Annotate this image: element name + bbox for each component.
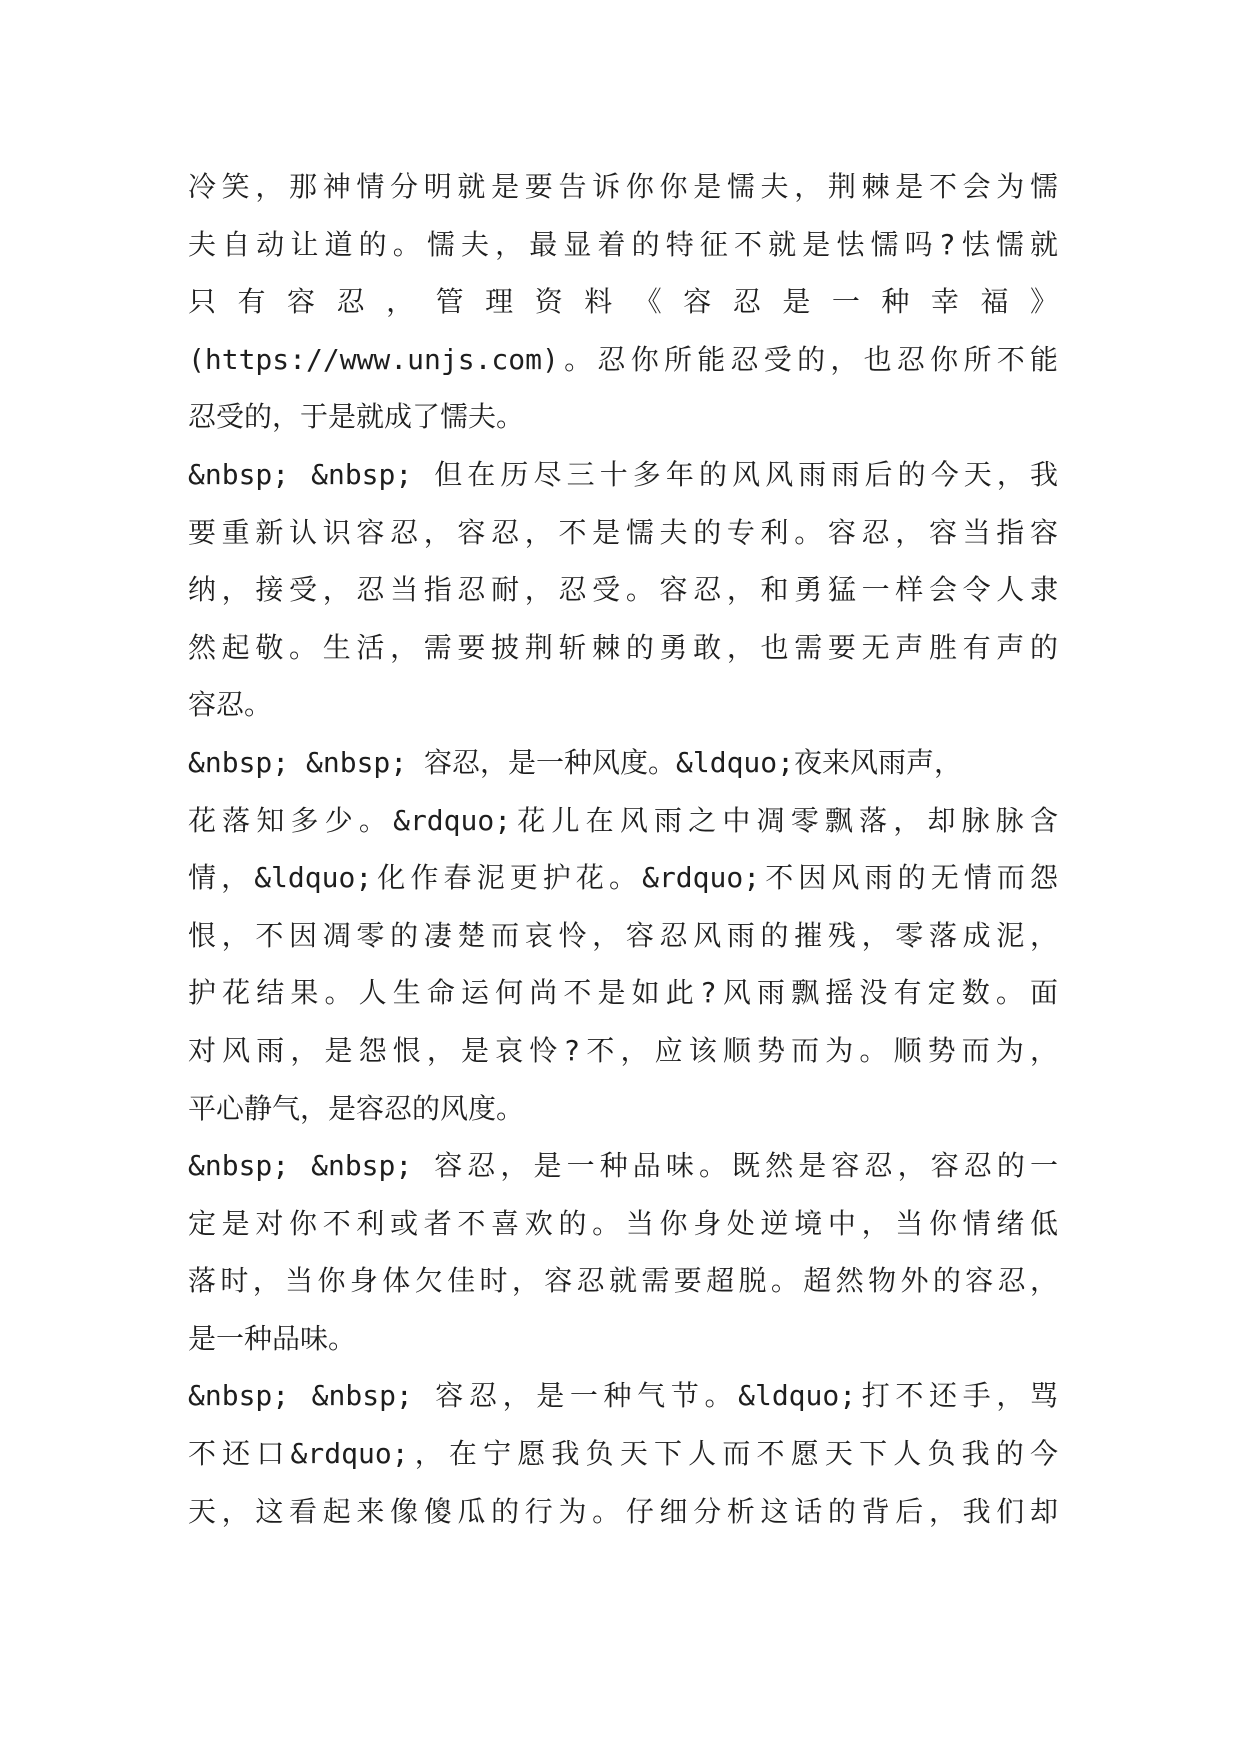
text-line: 情，&ldquo;化作春泥更护花。&rdquo;不因风雨的无情而怨 — [188, 861, 1058, 895]
text-line: 花落知多少。&rdquo;花儿在风雨之中凋零飘落，却脉脉含 — [188, 803, 1058, 837]
text-line: 落时，当你身体欠佳时，容忍就需要超脱。超然物外的容忍， — [188, 1264, 1058, 1298]
text-line: 然起敬。生活，需要披荆斩棘的勇敢，也需要无声胜有声的 — [188, 630, 1058, 664]
text-line: 纳，接受，忍当指忍耐，忍受。容忍，和勇猛一样会令人隶 — [188, 573, 1058, 607]
text-line: 不还口&rdquo;，在宁愿我负天下人而不愿天下人负我的今 — [188, 1437, 1058, 1471]
text-line: 只 有 容 忍 ， 管 理 资 料 《 容 忍 是 一 种 幸 福 》 — [188, 285, 1058, 319]
text-line: &nbsp; &nbsp; 但在历尽三十多年的风风雨雨后的今天，我 — [188, 457, 1058, 491]
text-line: 恨，不因凋零的凄楚而哀怜，容忍风雨的摧残，零落成泥， — [188, 918, 1058, 952]
text-line: &nbsp; &nbsp; 容忍，是一种风度。&ldquo;夜来风雨声， — [188, 745, 963, 779]
text-line: (https://www.unjs.com)。忍你所能忍受的，也忍你所不能 — [188, 342, 1058, 376]
text-line: 护花结果。人生命运何尚不是如此?风雨飘摇没有定数。面 — [188, 976, 1058, 1010]
body-text — [188, 158, 1058, 1540]
text-line: 冷笑，那神情分明就是要告诉你你是懦夫，荆棘是不会为懦 — [188, 170, 1058, 203]
text-line: 容忍。 — [188, 688, 273, 722]
text-line: 天，这看起来像傻瓜的行为。仔细分析这话的背后，我们却 — [188, 1494, 1058, 1528]
text-line: 要重新认识容忍，容忍，不是懦夫的专利。容忍，容当指容 — [188, 515, 1058, 549]
text-line: 定是对你不利或者不喜欢的。当你身处逆境中，当你情绪低 — [188, 1206, 1058, 1240]
text-line: 对风雨，是怨恨，是哀怜?不，应该顺势而为。顺势而为， — [188, 1033, 1058, 1067]
text-line: 夫自动让道的。懦夫，最显着的特征不就是怯懦吗?怯懦就 — [188, 227, 1058, 261]
text-line: 是一种品味。 — [188, 1321, 357, 1355]
text-line: 平心静气，是容忍的风度。 — [188, 1091, 525, 1125]
text-line: &nbsp; &nbsp; 容忍，是一种品味。既然是容忍，容忍的一 — [188, 1149, 1058, 1183]
text-line: &nbsp; &nbsp; 容忍，是一种气节。&ldquo;打不还手，骂 — [188, 1379, 1058, 1413]
text-line: 忍受的，于是就成了懦夫。 — [188, 400, 525, 434]
